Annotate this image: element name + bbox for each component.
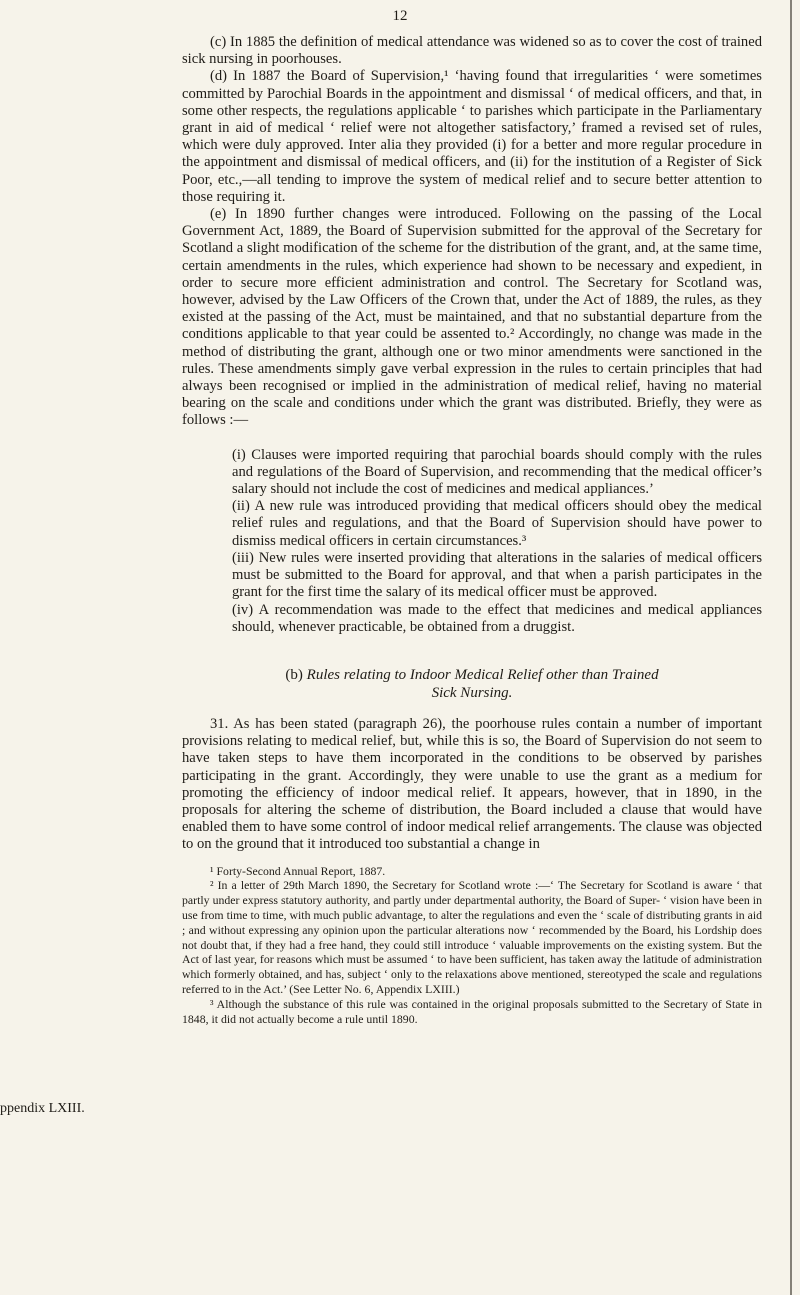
paragraph-d: (d) In 1887 the Board of Supervision,¹ ‘having found that irregularities ‘ were sometimes committed by Parochial Boards in the appointment and dismissal ‘ of medical officers, and that, in some other respects, the regulations applicable ‘ to parishes which participate in the Parliamentary grant in aid of medical ‘ relief were not altogether satisfactory,’ framed a revised set of rules, which were duly approved. Inter alia they provided (i) for a better and more regular procedure in the appointment and dismissal of medical officers, and (ii) for the institution of a Register of Sick Poor, etc.,—all tending to improve the system of medical relief and to secure better attention to those requiring it. xyxy=(182,68,762,205)
list-item-iii: (iii) New rules were inserted providing that alterations in the salaries of medical officers must be submitted to the Board for approval, and that when a parish participates in the grant for the first time the salary of its medical officer must be approved. xyxy=(232,549,762,601)
footnote-2: ² In a letter of 29th March 1890, the Secretary for Scotland wrote :—‘ The Secretary for Scotland is aware ‘ that partly under express statutory authority, and partly under departmental authority, the Board of Super- ‘ vision have been in use from time to time, with much public advantage, to alter the regulations and even the ‘ scale of distributing grants in aid ; and without expressing any opinion upon the particular alterations now ‘ recommended by the Board, his Lordship does not doubt that, if they had a free hand, they could still introduce ‘ valuable improvements on the existing system. But the Act of last year, for reasons which must be assumed ‘ to have been sufficient, has taken away the latitude of administration which formerly obtained, and has, subject ‘ only to the relaxations above mentioned, stereotyped the scale and regulations referred to in the Act.’ (See Letter No. 6, Appendix LXIII.) xyxy=(182,878,762,996)
footnote-3: ³ Although the substance of this rule was contained in the original proposals submitted to the Secretary of State in 1848, it did not actually become a rule until 1890. xyxy=(182,996,762,1026)
section-heading xyxy=(182,666,762,702)
paragraph-e: (e) In 1890 further changes were introduced. Following on the passing of the Local Government Act, 1889, the Board of Supervision submitted for the approval of the Secretary for Scotland a slight modification of the scheme for the distribution of the grant, and, at the same time, certain amendments in the rules, which experience had shown to be necessary and expedient, in order to secure more efficient administration and control. The Secretary for Scotland was, however, advised by the Law Officers of the Crown that, under the Act of 1889, the rules, as they existed at the passing of the Act, must be maintained, and that no substantial departure from the conditions applicable to that year could be assented to.² Accordingly, no change was made in the method of distributing the grant, although one or two minor amendments were sanctioned in the rules. These amendments simply gave verbal expression in the rules to certain principles that had always been recognised or implied in the administration of medical relief, having no material bearing on the scale and conditions under which the grant was distributed. Briefly, they were as follows :— xyxy=(182,206,762,429)
list-item-i: (i) Clauses were imported requiring that parochial boards should comply with the rules and regulations of the Board of Supervision, and recommending that the medical officer’s salary should not include the cost of medicines and medical appliances.’ xyxy=(232,446,762,498)
main-text xyxy=(182,34,762,1026)
page-edge-rule xyxy=(790,0,792,1295)
margin-note: ppendix LXIII. xyxy=(0,1101,85,1116)
paragraph-31: 31. As has been stated (paragraph 26), the poorhouse rules contain a number of important provisions relating to medical relief, but, while this is so, the Board of Supervision do not seem to have taken steps to have them incorporated in the conditions to be observed by parishes participating in the grant. Accordingly, they were unable to use the grant as a medium for promoting the efficiency of indoor medical relief. It appears, however, that in 1890, in the proposals for altering the scheme of distribution, the Board included a clause that would have enabled them to have some control of indoor medical relief arrangements. The clause was objected to on the ground that it introduced too substantial a change in xyxy=(182,715,762,853)
section-heading-line1: Rules relating to Indoor Medical Relief other than Trained xyxy=(306,666,659,683)
footnote-1: ¹ Forty-Second Annual Report, 1887. xyxy=(210,863,386,878)
section-heading-label: (b) xyxy=(285,666,303,683)
page-number: 12 xyxy=(392,8,408,24)
list-item-ii: (ii) A new rule was introduced providing that medical officers should obey the medical relief rules and regulations, and that the Board of Supervision should have power to dismiss medical officers in certain circumstances.³ xyxy=(232,498,762,549)
paragraph-c: (c) In 1885 the definition of medical attendance was widened so as to cover the cost of trained sick nursing in poorhouses. xyxy=(182,34,762,68)
list-item-iv: (iv) A recommendation was made to the effect that medicines and medical appliances should, whenever practicable, be obtained from a druggist. xyxy=(232,601,762,635)
section-heading-line2: Sick Nursing. xyxy=(431,684,513,701)
spacer xyxy=(182,430,762,447)
footnotes xyxy=(182,864,762,1027)
